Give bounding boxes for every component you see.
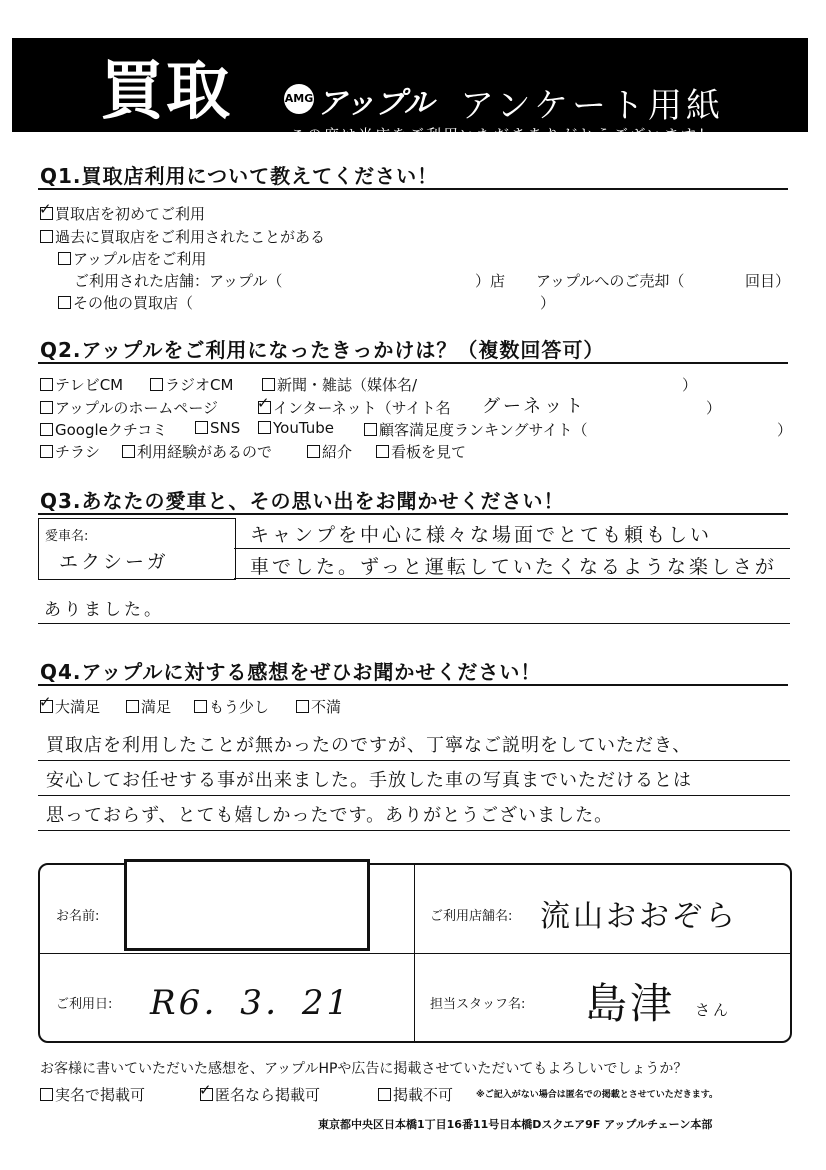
apple-logo-text: アップル: [317, 86, 434, 121]
q2-option-sign-label: 看板を見て: [391, 443, 467, 461]
staff-suffix: さん: [695, 1001, 732, 1019]
checkbox-checked-icon[interactable]: [40, 700, 53, 713]
q1-count-label: アップルへのご売却（: [536, 272, 685, 290]
q4-line-3: [38, 830, 790, 831]
q4-line-2: [38, 795, 790, 796]
q1-option-apple-label: アップル店をご利用: [73, 250, 207, 268]
info-divider-horizontal: [40, 953, 790, 954]
q4-line-1: [38, 760, 790, 761]
q2-option-sns[interactable]: [195, 419, 240, 437]
name-redaction-box[interactable]: [124, 859, 370, 951]
q3-title: Q3.あなたの愛車と、その思い出をお聞かせください！: [40, 489, 565, 513]
checkbox-icon[interactable]: [40, 423, 53, 436]
q1-option-other[interactable]: [58, 292, 193, 313]
q3-line-3: [38, 623, 790, 624]
q2-option-tv[interactable]: [40, 374, 123, 395]
q2-option-internet-label: インターネット（サイト名: [273, 399, 451, 417]
q2-option-sign[interactable]: [376, 441, 466, 462]
q4-comment-line-1: 買取店を利用したことが無かったのですが、丁寧なご説明をしていただき、: [46, 735, 692, 756]
q2-internet-suffix: ）: [706, 399, 722, 417]
checkbox-icon[interactable]: [194, 700, 207, 713]
q4-option-dissatisfied[interactable]: [296, 696, 341, 717]
q2-option-internet[interactable]: [258, 397, 451, 418]
q3-memory-line-3: ありました。: [44, 600, 164, 620]
q4-option-dissatisfied-label: 不満: [311, 698, 342, 716]
checkbox-icon[interactable]: [376, 445, 389, 458]
amg-logo: AMG: [284, 84, 314, 114]
q1-option-first-label: 買取店を初めてご利用: [55, 205, 206, 223]
checkbox-icon[interactable]: [58, 296, 71, 309]
q2-option-google[interactable]: [40, 419, 167, 440]
checkbox-icon[interactable]: [195, 421, 208, 434]
q4-comment-line-2: 安心してお任せする事が出来ました。手放した車の写真までいただけるとは: [46, 770, 692, 791]
q2-option-sns-label: SNS: [210, 419, 241, 437]
staff-label: 担当スタッフ名:: [430, 997, 526, 1012]
q4-underline: [38, 684, 788, 686]
checkbox-icon[interactable]: [364, 423, 377, 436]
checkbox-icon[interactable]: [126, 700, 139, 713]
q2-option-paper[interactable]: [262, 374, 417, 395]
q1-option-first[interactable]: [40, 203, 205, 224]
q2-title: Q2.アップルをご利用になったきっかけは？（複数回答可）: [40, 338, 605, 362]
q1-option-apple[interactable]: [58, 248, 206, 269]
q1-store-label: ご利用された店舗：アップル（: [74, 272, 283, 290]
q1-option-past-label: 過去に買取店をご利用されたことがある: [55, 228, 326, 246]
checkbox-icon[interactable]: [307, 445, 320, 458]
checkbox-icon[interactable]: [40, 230, 53, 243]
checkbox-checked-icon[interactable]: [40, 207, 53, 220]
car-name-label: 愛車名:: [45, 529, 89, 544]
q2-option-experience-label: 利用経験があるので: [137, 443, 273, 461]
footer-option-no-label: 掲載不可: [393, 1086, 454, 1104]
q1-count-suffix: 回目）: [745, 272, 791, 290]
checkbox-icon[interactable]: [150, 378, 163, 391]
form-title: アンケート用紙: [460, 86, 724, 126]
q3-line-1: [234, 548, 790, 549]
q2-option-ranking-label: 顧客満足度ランキングサイト（: [379, 421, 588, 439]
car-name-value: エクシーガ: [59, 551, 169, 573]
checkbox-checked-icon[interactable]: [258, 401, 271, 414]
q1-option-past[interactable]: [40, 226, 325, 247]
checkbox-icon[interactable]: [40, 378, 53, 391]
footer-address: 東京都中央区日本橋1丁目16番11号日本橋Dスクエア9F アップルチェーン本部: [318, 1118, 713, 1131]
q2-internet-answer: グーネット: [482, 396, 587, 417]
checkbox-icon[interactable]: [296, 700, 309, 713]
q1-store-suffix: ）店: [475, 272, 506, 290]
q4-option-very[interactable]: [40, 696, 100, 717]
q2-option-flyer[interactable]: [40, 441, 100, 462]
info-divider-vertical: [414, 865, 415, 1041]
q2-option-referral-label: 紹介: [322, 443, 353, 461]
q4-option-little-label: もう少し: [209, 698, 270, 716]
q2-option-google-label: Googleクチコミ: [55, 421, 168, 439]
footer-option-no[interactable]: [378, 1084, 453, 1105]
car-name-box[interactable]: [38, 518, 236, 580]
q2-option-tv-label: テレビCM: [55, 376, 124, 394]
publication-question: お客様に書いていただいた感想を、アップルHPや広告に掲載させていただいてもよろしいでしょうか？: [40, 1061, 688, 1077]
q4-option-satisfied[interactable]: [126, 696, 171, 717]
q2-option-ranking[interactable]: [364, 419, 588, 440]
form-header: [12, 38, 808, 144]
checkbox-icon[interactable]: [258, 421, 271, 434]
footer-option-anon[interactable]: [200, 1084, 320, 1105]
footer-option-real[interactable]: [40, 1084, 145, 1105]
q2-option-radio[interactable]: [150, 374, 233, 395]
date-label: ご利用日:: [56, 997, 113, 1012]
store-name-label: ご利用店舗名:: [430, 909, 513, 924]
q2-paper-suffix: ）: [682, 376, 698, 394]
header-subtitle: この度は当店をご利用いただきありがとうございます！: [290, 126, 716, 144]
staff-value: 島津: [585, 979, 676, 1028]
name-label: お名前:: [56, 909, 100, 924]
q4-option-satisfied-label: 満足: [141, 698, 172, 716]
kaitori-title: 買取: [100, 55, 232, 129]
checkbox-icon[interactable]: [58, 252, 71, 265]
q3-memory-line-2: 車でした。ずっと運転していたくなるような楽しさが: [250, 556, 777, 578]
q2-option-radio-label: ラジオCM: [165, 376, 234, 394]
q2-underline: [38, 362, 788, 364]
q4-comment-line-3: 思っておらず、とても嬉しかったです。ありがとうございました。: [46, 805, 614, 826]
q2-option-paper-label: 新聞・雑誌（媒体名/: [277, 376, 418, 394]
q1-underline: [38, 188, 788, 190]
q4-option-very-label: 大満足: [55, 698, 101, 716]
q2-option-youtube[interactable]: [258, 419, 334, 437]
q3-memory-line-1: キャンプを中心に様々な場面でとても頼もしい: [250, 524, 713, 546]
q2-ranking-suffix: ）: [777, 421, 793, 439]
store-name-value: 流山おおぞら: [540, 899, 738, 934]
checkbox-icon[interactable]: [122, 445, 135, 458]
q4-option-little[interactable]: [194, 696, 269, 717]
checkbox-checked-icon[interactable]: [200, 1088, 213, 1101]
q2-option-homepage-label: アップルのホームページ: [55, 399, 219, 417]
q2-option-homepage[interactable]: [40, 397, 218, 418]
q1-option-other-label: その他の買取店（: [73, 294, 194, 312]
q4-title: Q4.アップルに対する感想をぜひお聞かせください！: [40, 660, 542, 684]
date-value: R6．3．21: [150, 983, 352, 1023]
checkbox-icon[interactable]: [262, 378, 275, 391]
footer-option-anon-label: 匿名なら掲載可: [215, 1086, 321, 1104]
q2-option-flyer-label: チラシ: [55, 443, 101, 461]
footer-note: ※ご記入がない場合は匿名での掲載とさせていただきます。: [476, 1090, 719, 1100]
q1-title: Q1.買取店利用について教えてください！: [40, 164, 439, 188]
checkbox-icon[interactable]: [40, 401, 53, 414]
checkbox-icon[interactable]: [40, 1088, 53, 1101]
footer-option-real-label: 実名で掲載可: [55, 1086, 146, 1104]
checkbox-icon[interactable]: [378, 1088, 391, 1101]
q1-other-suffix: ）: [540, 294, 556, 312]
checkbox-icon[interactable]: [40, 445, 53, 458]
q2-option-youtube-label: YouTube: [273, 419, 334, 437]
q2-option-referral[interactable]: [307, 441, 352, 462]
info-box: [38, 863, 792, 1043]
q2-option-experience[interactable]: [122, 441, 272, 462]
q3-underline: [38, 513, 788, 515]
